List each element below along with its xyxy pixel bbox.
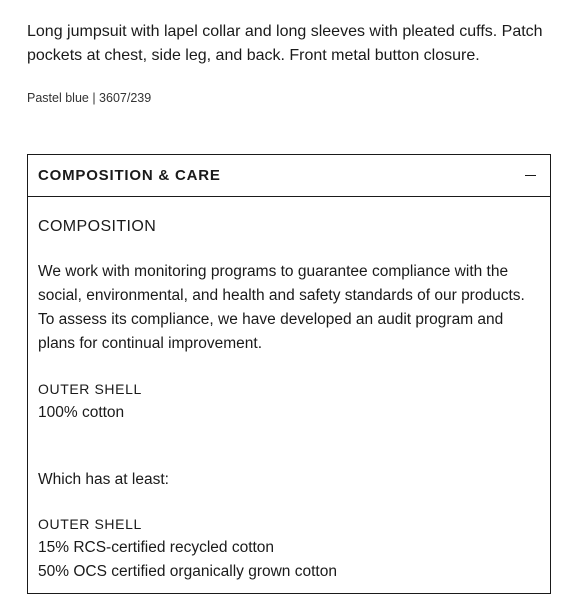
minus-icon[interactable] — [525, 175, 536, 176]
at-least-outer-shell-label: OUTER SHELL — [38, 516, 142, 532]
spacer — [38, 425, 540, 468]
accordion-content — [28, 197, 550, 584]
composition-care-accordion — [27, 154, 551, 594]
product-description: Long jumpsuit with lapel collar and long sleeves with pleated cuffs. Patch pockets at chest, side leg, and back. Front metal button closure. — [27, 23, 543, 64]
composition-heading: COMPOSITION — [38, 218, 157, 235]
at-least-text: Which has at least: — [38, 471, 169, 488]
composition-intro: We work with monitoring programs to guarantee compliance with the social, environmental, and health and safety standards of our products. To assess its compliance, we have developed an audit program and plans for continual improvement. — [38, 263, 525, 352]
outer-shell-label: OUTER SHELL — [38, 381, 142, 397]
outer-shell-value: 100% cotton — [38, 404, 125, 421]
composition-care-toggle[interactable] — [28, 155, 550, 197]
spacer — [38, 492, 540, 512]
product-color-reference: Pastel blue | 3607/239 — [27, 91, 152, 105]
accordion-title: COMPOSITION & CARE — [38, 167, 221, 184]
list-item: 15% RCS-certified recycled cotton — [38, 539, 275, 556]
list-item: 50% OCS certified organically grown cotton — [38, 563, 337, 580]
